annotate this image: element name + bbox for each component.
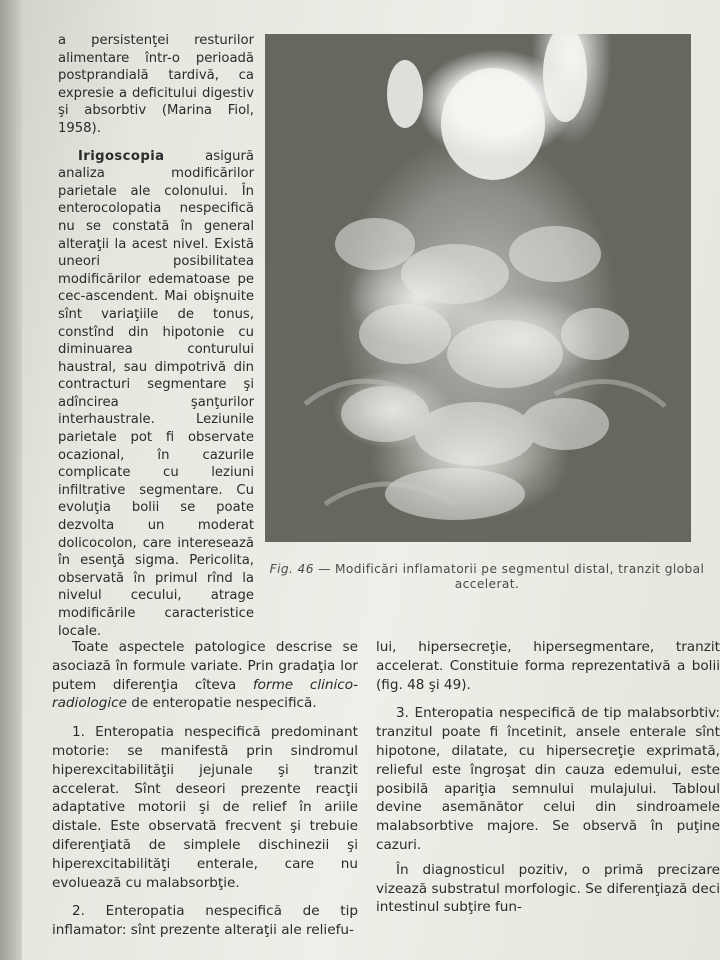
right-paragraph-1: lui, hipersecreţie, hipersegmentare, tranzit accelerat. Constituie forma reprezentativă a bolii (fig. 48 şi 49).: [376, 639, 720, 693]
left-paragraph-1-end: de enteropatie nespecifică.: [126, 695, 317, 712]
side-paragraph-1: a persistenţei resturilor alimentare într-o perioadă postprandială tardivă, ca expresie a deficitului digestiv şi absorbtiv (Marina Fiol, 1958).: [58, 33, 254, 136]
page-fold-shadow: [0, 0, 22, 960]
left-paragraph-1: [52, 638, 358, 713]
figure-caption: [262, 562, 712, 592]
side-text-column: [58, 32, 254, 640]
side-paragraph-2-text: asigură analiza modificărilor parietale ale colonului. În enterocolopatia nespecifică nu se constată în general alteraţii la acest nivel. Există uneori posibilitatea modificărilor edematoase pe cec-ascendent. Mai obişnuite sînt variaţiile de tonus, constînd din hipotonie cu diminuarea conturului haustral, sau dimpotrivă din contracturi segmentare şi adîncirea şanţurilor interhaustrale. Leziunile parietale pot fi observate ocazional, în cazurile complicate cu leziuni infiltrative segmentare. Cu evoluţia bolii se poate dezvolta un moderat dolicocolon, care interesează în esenţă sigma. Pericolita, observată în primul rînd la nivelul cecului, atrage modificările caracteristice locale.: [58, 148, 254, 639]
left-paragraph-2: 1. Enteropatia nespecifică predominant motorie: se manifestă prin sindromul hiperexcitabilităţii jejunale şi tranzit accelerat. Sînt deseori prezente reacţii adaptative motorii şi de relief în ariile distale. Este observată frecvent şi trebuie diferenţiată de simplele dischinezii şi hiperexcitabilităţi enterale, care nu evoluează cu malabsorbţie.: [52, 724, 358, 891]
radiograph-image: [265, 34, 691, 542]
figure-caption-label: Fig. 46: [269, 562, 314, 576]
left-paragraph-1-italic: forme clinico-radiologice: [52, 676, 358, 712]
left-text-column: [52, 638, 358, 940]
right-paragraph-3: În diagnosticul pozitiv, o primă precizare vizează substratul morfologic. Se diferenţiază deci intestinul subţire fun-: [376, 861, 720, 916]
left-paragraph-3: 2. Enteropatia nespecifică de tip inflamator: sînt prezente alteraţii ale reliefu-: [52, 903, 358, 939]
radiograph-figure: [265, 34, 691, 542]
irigoscopia-term: Irigoscopia: [78, 148, 165, 164]
figure-caption-text: — Modificări inflamatorii pe segmentul distal, tranzit global accelerat.: [313, 562, 705, 591]
side-paragraph-2: [58, 148, 254, 641]
left-paragraph-1-start: Toate aspectele patologice descrise se asociază în formule variate. Prin gradaţia lor putem diferenţia cîteva: [52, 639, 358, 693]
right-text-column: [376, 638, 720, 917]
right-paragraph-2: 3. Enteropatia nespecifică de tip malabsorbtiv: tranzitul poate fi încetinit, ansele enterale sînt hipotone, dilatate, cu hipersecreţie exprimată, relieful este îngroşat din cauza edemului, este posibilă apariţia semnului mulajului. Tabloul devine asemănător celui din sindroamele malabsorbtive majore. Se observă în puţine cazuri.: [376, 705, 720, 853]
